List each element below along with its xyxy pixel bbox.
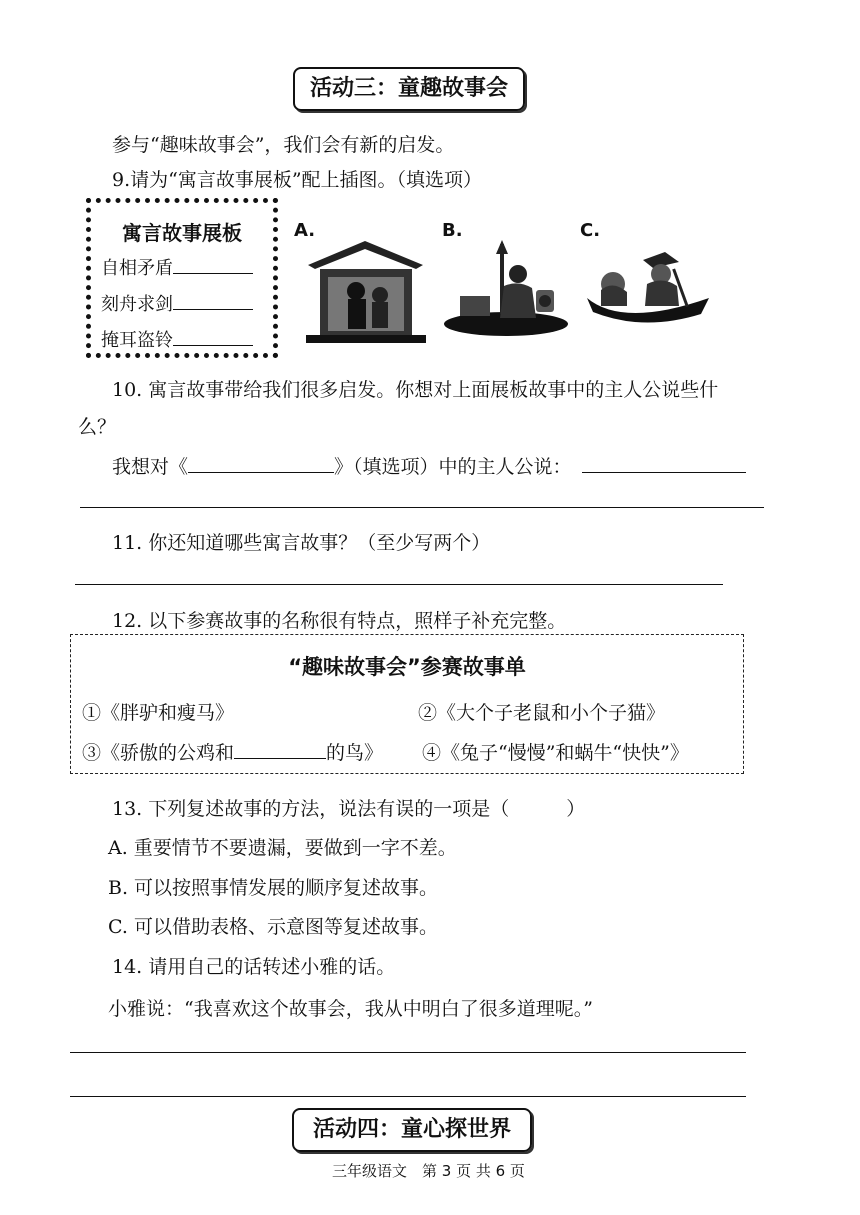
- board-item-2: 刻舟求剑: [101, 294, 173, 315]
- q13-option-b[interactable]: B. 可以按照事情发展的顺序复述故事。: [108, 877, 439, 899]
- story-2: ②《大个子老鼠和小个子猫》: [418, 702, 666, 724]
- question-14: 14. 请用自己的话转述小雅的话。: [112, 956, 396, 978]
- q13-option-c[interactable]: C. 可以借助表格、示意图等复述故事。: [108, 916, 438, 938]
- q10-mid: 》（填选项）中的主人公说：: [334, 456, 572, 478]
- fable-board-title: 寓言故事展板: [122, 221, 242, 245]
- activity-4-title: 活动四：童心探世界: [292, 1108, 532, 1152]
- q14-answer-line-1[interactable]: [70, 1052, 746, 1053]
- question-11: 11. 你还知道哪些寓言故事？（至少写两个）: [112, 532, 491, 554]
- question-13: 13. 下列复述故事的方法，说法有误的一项是（ ）: [112, 798, 586, 820]
- question-12: 12. 以下参赛故事的名称很有特点，照样子补充完整。: [112, 610, 567, 632]
- story-list-title: “趣味故事会”参赛故事单: [288, 655, 526, 679]
- question-10-line-1: 10. 寓言故事带给我们很多启发。你想对上面展板故事中的主人公说些什: [112, 379, 719, 401]
- story-3-prefix: ③《骄傲的公鸡和: [82, 742, 235, 764]
- activity-3-title: 活动三：童趣故事会: [293, 67, 525, 111]
- option-c-label: C.: [580, 220, 601, 241]
- q10-prefix: 我想对《: [112, 456, 189, 478]
- board-row-3: [101, 326, 273, 352]
- q13-option-a[interactable]: A. 重要情节不要遗漏，要做到一字不差。: [108, 837, 457, 859]
- option-b-label: B.: [442, 220, 463, 241]
- illustration-a-image[interactable]: [298, 235, 433, 347]
- board-row-1: [101, 254, 273, 280]
- board-blank-1[interactable]: [173, 273, 253, 274]
- illustration-c-image[interactable]: [583, 240, 713, 330]
- fable-board: [86, 198, 278, 358]
- story-3: [82, 738, 383, 765]
- story-3-suffix: 的鸟》: [326, 742, 384, 764]
- page-footer: 三年级语文 第 3 页 共 6 页: [332, 1162, 525, 1180]
- option-a-label: A.: [294, 220, 316, 241]
- q10-answer-blank-1[interactable]: [582, 472, 746, 473]
- board-item-3: 掩耳盗铃: [101, 330, 173, 351]
- board-item-1: 自相矛盾: [101, 258, 173, 279]
- question-10-answer: [112, 452, 746, 479]
- intro-text: 参与“趣味故事会”，我们会有新的启发。: [112, 134, 455, 156]
- question-9: 9.请为“寓言故事展板”配上插图。（填选项）: [112, 169, 483, 191]
- board-row-2: [101, 290, 273, 316]
- q14-quote: 小雅说：“我喜欢这个故事会，我从中明白了很多道理呢。”: [108, 998, 593, 1020]
- q11-answer-line[interactable]: [75, 584, 723, 585]
- board-blank-3[interactable]: [173, 345, 253, 346]
- illustration-b-image[interactable]: [440, 240, 572, 338]
- question-10-line-2: 么？: [78, 416, 117, 438]
- q10-option-blank[interactable]: [188, 472, 334, 473]
- q10-answer-line-2[interactable]: [80, 507, 764, 508]
- story-3-blank[interactable]: [234, 758, 326, 759]
- story-1: ①《胖驴和瘦马》: [82, 702, 235, 724]
- board-blank-2[interactable]: [173, 309, 253, 310]
- q14-answer-line-2[interactable]: [70, 1096, 746, 1097]
- story-4: ④《兔子“慢慢”和蜗牛“快快”》: [422, 742, 689, 764]
